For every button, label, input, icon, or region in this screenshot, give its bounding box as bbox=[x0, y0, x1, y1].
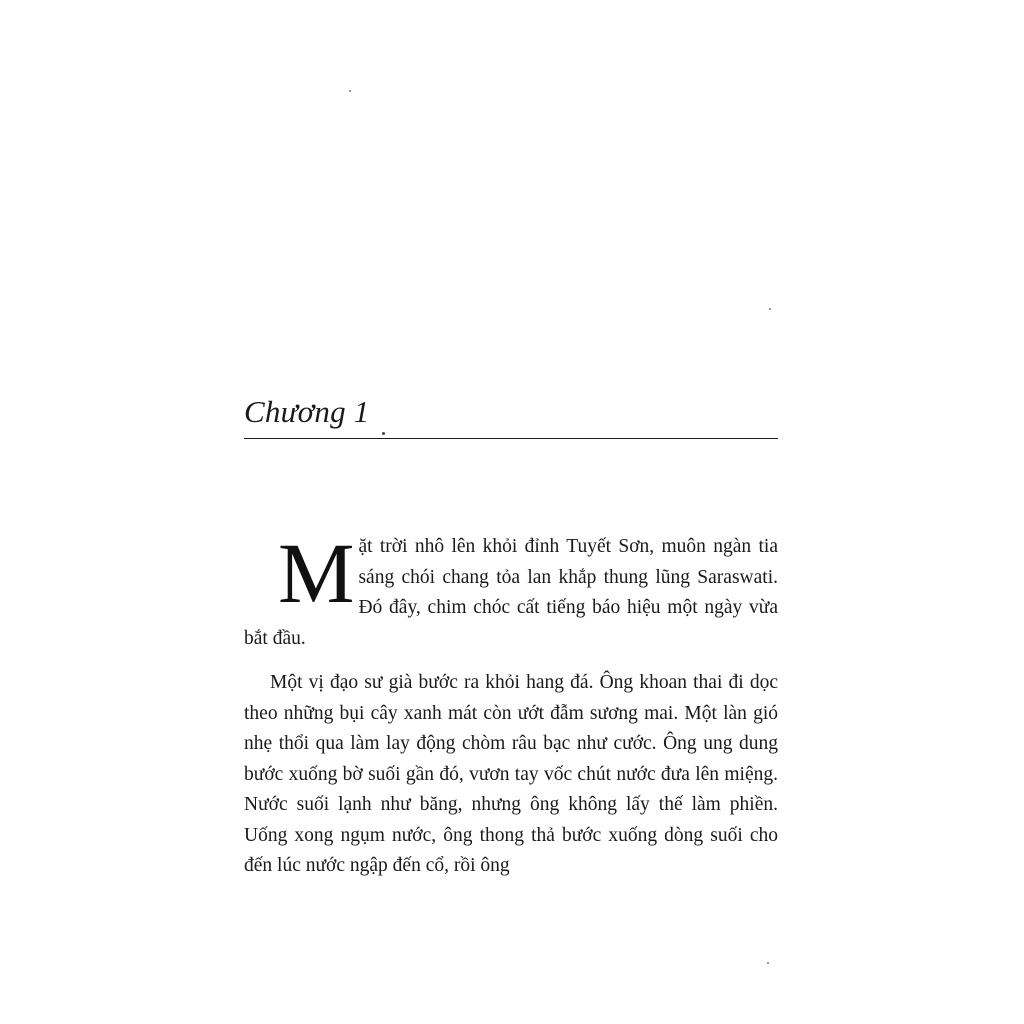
paragraph-1-text: ặt trời nhô lên khỏi đỉnh Tuyết Sơn, muôn ngàn tia sáng chói chang tỏa lan khắp thung lũng Saraswati. Đó đây, chim chóc cất tiếng báo hiệu một ngày vừa bắt đầu. bbox=[244, 536, 778, 649]
print-speck bbox=[767, 962, 769, 964]
print-speck bbox=[349, 90, 351, 92]
print-speck bbox=[769, 308, 771, 310]
heading-dot bbox=[382, 432, 385, 435]
chapter-title: Chương 1 bbox=[244, 394, 370, 429]
chapter-body bbox=[244, 525, 778, 882]
chapter-rule bbox=[244, 438, 778, 439]
chapter-heading bbox=[244, 392, 778, 432]
paragraph-2: Một vị đạo sư già bước ra khỏi hang đá. Ông khoan thai đi dọc theo những bụi cây xanh mát còn ướt đẫm sương mai. Một làn gió nhẹ thổi qua làm lay động chòm râu bạc như cước. Ông ung dung bước xuống bờ suối gần đó, vươn tay vốc chút nước đưa lên miệng. Nước suối lạnh như băng, nhưng ông không lấy thế làm phiền. Uống xong ngụm nước, ông thong thả bước xuống dòng suối cho đến lúc nước ngập đến cổ, rồi ông bbox=[244, 672, 778, 876]
paragraph-1 bbox=[244, 525, 778, 654]
drop-cap: M bbox=[278, 525, 355, 621]
